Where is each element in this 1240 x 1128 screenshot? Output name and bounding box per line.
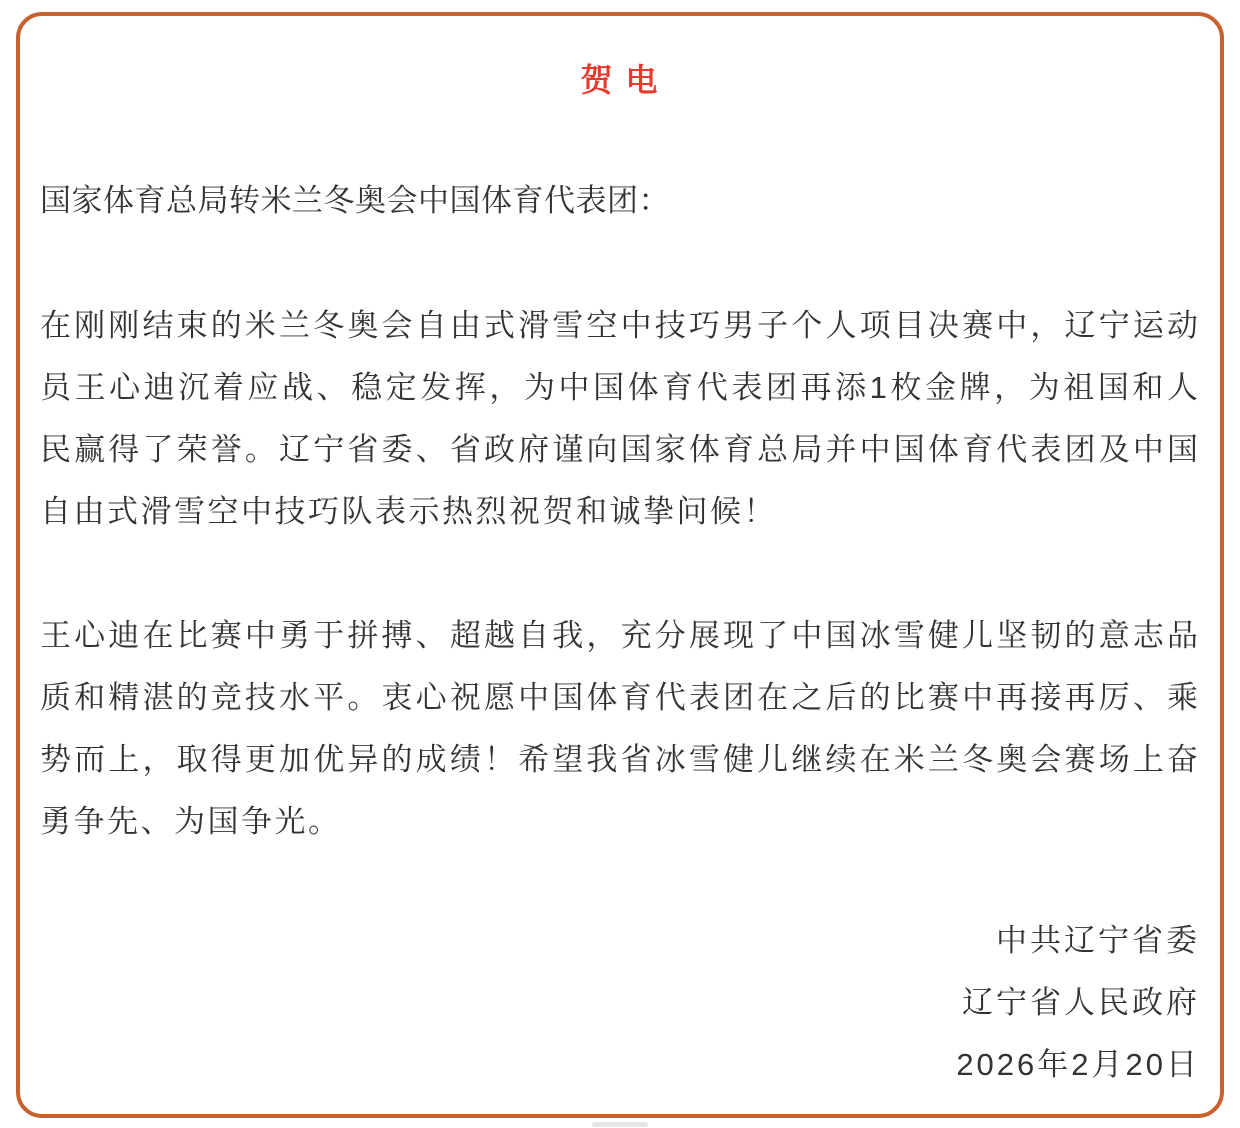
signature-org-1: 中共辽宁省委 [996,923,1200,958]
paragraph-1-line-2: 员王心迪沉着应战、稳定发挥，为中国体育代表团再添1枚金牌，为祖国和人 [40,370,1200,405]
signature-org-2: 辽宁省人民政府 [962,985,1200,1020]
paragraph-1-line-1: 在刚刚结束的米兰冬奥会自由式滑雪空中技巧男子个人项目决赛中，辽宁运动 [40,308,1200,343]
signature-date: 2026年2月20日 [956,1047,1200,1082]
paragraph-2-line-4: 勇争先、为国争光。 [40,804,342,839]
paragraph-2-line-1: 王心迪在比赛中勇于拼搏、超越自我，充分展现了中国冰雪健儿坚韧的意志品 [40,618,1200,653]
paragraph-1 [40,295,1200,543]
paragraph-2-line-2: 质和精湛的竞技水平。衷心祝愿中国体育代表团在之后的比赛中再接再厉、乘 [40,680,1200,715]
page-title: 贺 电 [580,62,660,98]
salutation-line: 国家体育总局转米兰冬奥会中国体育代表团： [40,183,670,218]
paragraph-2 [40,605,1200,853]
signature-block [40,910,1200,1096]
paragraph-1-line-3: 民赢得了荣誉。辽宁省委、省政府谨向国家体育总局并中国体育代表团及中国 [40,432,1200,467]
paragraph-1-line-4: 自由式滑雪空中技巧队表示热烈祝贺和诚挚问候！ [40,494,777,529]
paragraph-2-line-3: 势而上，取得更加优异的成绩！希望我省冰雪健儿继续在米兰冬奥会赛场上奋 [40,742,1200,777]
bottom-divider [592,1122,648,1127]
telegram-content [20,16,1220,1096]
